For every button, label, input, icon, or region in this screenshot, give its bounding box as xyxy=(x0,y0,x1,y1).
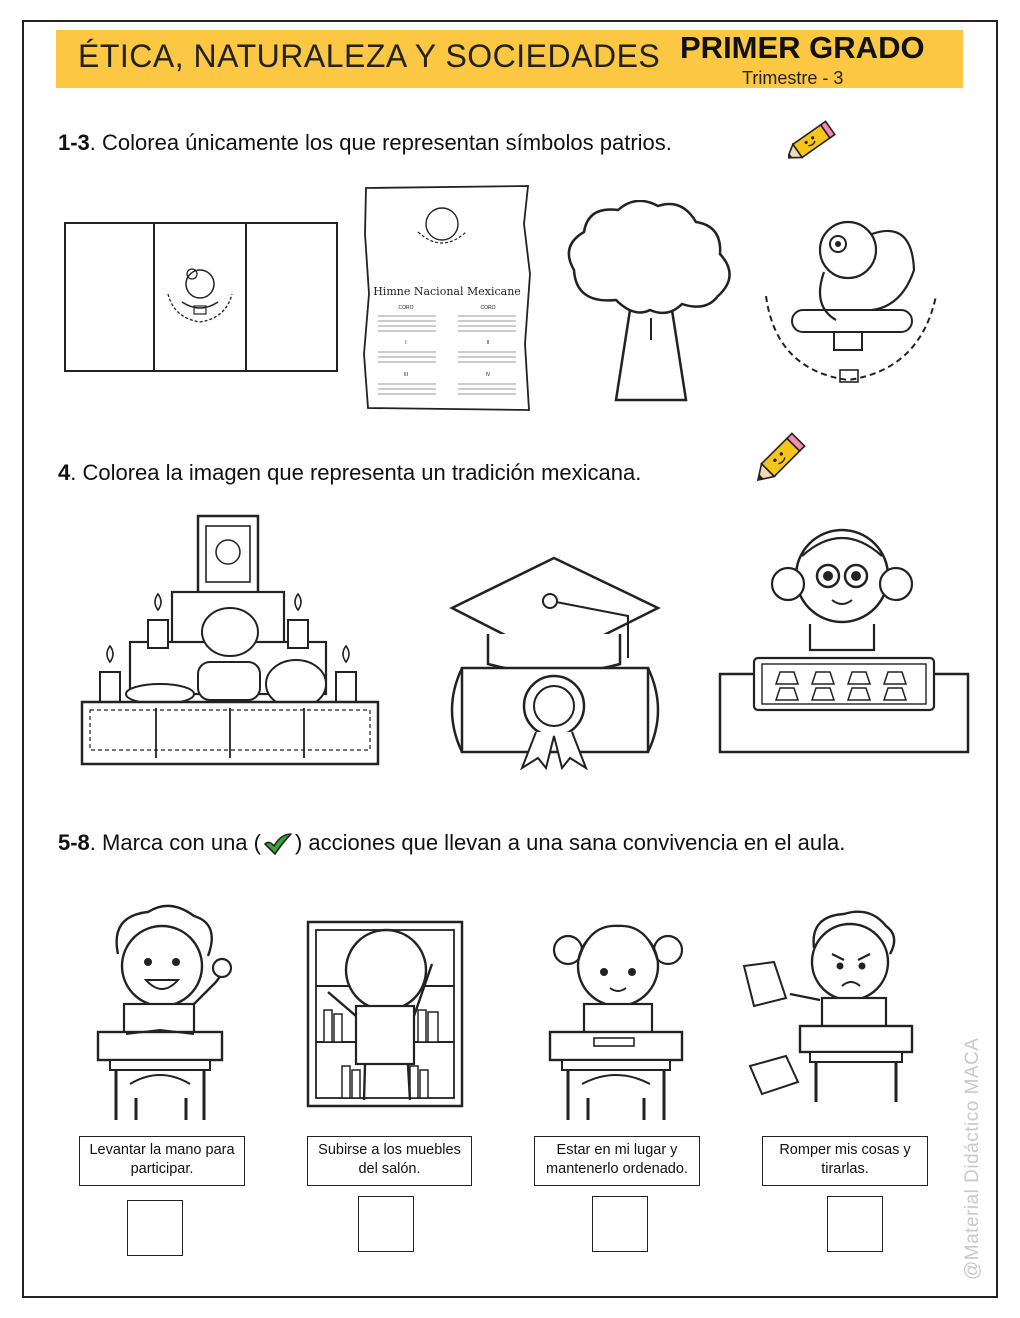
tree-image xyxy=(556,200,746,402)
trimester-label: Trimestre - 3 xyxy=(742,68,844,88)
question-text: . Colorea únicamente los que representan símbolos patrios. xyxy=(89,130,672,155)
question-1-3 xyxy=(58,130,672,156)
action-card-line1: Levantar la mano para xyxy=(89,1142,235,1158)
anthem-title: Himne Nacional Mexicane xyxy=(373,285,521,298)
action-card-4 xyxy=(762,1136,928,1186)
pencil-icon xyxy=(788,120,838,160)
grade-title: PRIMER GRADO xyxy=(680,30,925,65)
coat-of-arms-image xyxy=(752,210,948,394)
question-text: . Marca con una ( xyxy=(89,830,261,855)
question-5-8 xyxy=(58,830,845,856)
answer-checkbox-2[interactable] xyxy=(358,1196,414,1252)
question-text: . Colorea la imagen que representa un tradición mexicana. xyxy=(70,460,642,485)
action-card-2 xyxy=(307,1136,472,1186)
subject-title: ÉTICA, NATURALEZA Y SOCIEDADES xyxy=(78,38,661,74)
anthem-verse-3: III xyxy=(403,372,409,378)
answer-checkbox-1[interactable] xyxy=(127,1200,183,1256)
anthem-coro-left: CORO xyxy=(398,305,414,311)
action-card-line2: participar. xyxy=(130,1161,194,1177)
action-card-line1: Subirse a los muebles xyxy=(318,1142,461,1158)
kid-seated-orderly-image xyxy=(548,912,688,1124)
action-card-line1: Romper mis cosas y xyxy=(779,1142,911,1158)
kid-breaking-things-image xyxy=(740,906,920,1106)
answer-checkbox-3[interactable] xyxy=(592,1196,648,1252)
action-card-line2: del salón. xyxy=(358,1161,421,1177)
day-of-dead-altar-image xyxy=(80,512,380,768)
girl-baking-image xyxy=(718,514,970,756)
anthem-verse-4: IV xyxy=(485,372,491,378)
action-card-1 xyxy=(79,1136,245,1186)
kid-climbing-shelf-image xyxy=(306,920,466,1110)
question-4 xyxy=(58,460,641,486)
action-card-line2: mantenerlo ordenado. xyxy=(546,1161,688,1177)
action-card-3 xyxy=(534,1136,700,1186)
answer-checkbox-4[interactable] xyxy=(827,1196,883,1252)
anthem-verse-2: II xyxy=(486,340,490,346)
watermark: @Material Didáctico MACA xyxy=(962,1037,983,1280)
action-card-line1: Estar en mi lugar y xyxy=(556,1142,678,1158)
check-icon xyxy=(263,832,293,856)
question-number: 5-8 xyxy=(58,830,90,855)
question-number: 4 xyxy=(58,460,71,485)
mexican-flag-image xyxy=(64,222,338,372)
question-text-end: ) acciones que llevan a una sana convivencia en el aula. xyxy=(294,830,846,855)
action-card-line2: tirarlas. xyxy=(821,1161,869,1177)
anthem-verse-1: I xyxy=(405,340,407,346)
pencil-icon xyxy=(752,430,812,482)
national-anthem-image xyxy=(362,184,532,412)
anthem-coro-right: CORO xyxy=(480,305,496,311)
question-number: 1-3 xyxy=(58,130,90,155)
graduation-cap-image xyxy=(448,556,662,770)
kid-raising-hand-image xyxy=(96,902,236,1124)
